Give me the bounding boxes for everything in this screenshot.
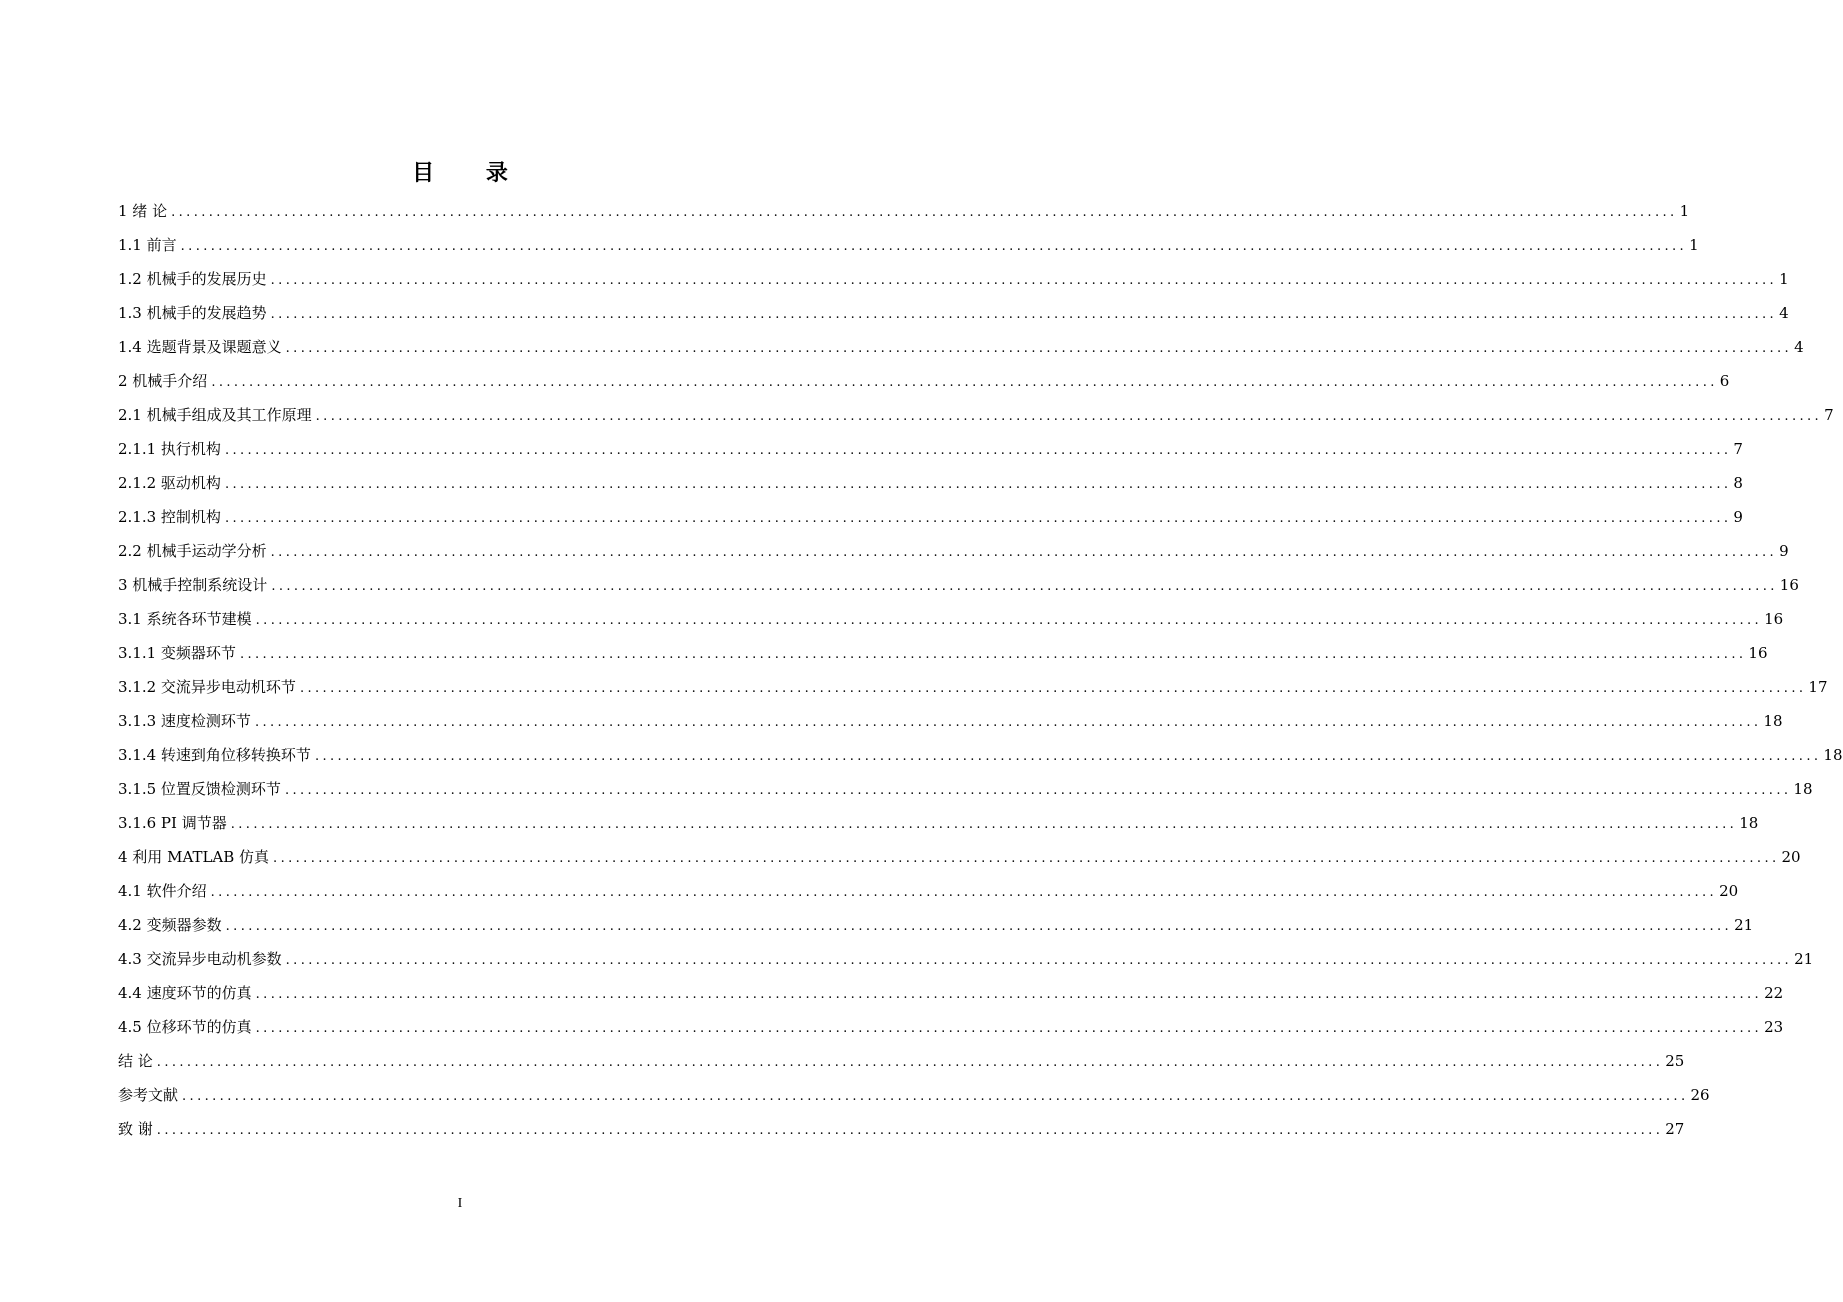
toc-entry-page: 16 [1764, 610, 1784, 628]
toc-entry[interactable] [118, 840, 1801, 874]
toc-entry-page: 18 [1763, 712, 1783, 730]
toc-entry-page: 1 [1689, 236, 1699, 254]
toc-entry[interactable] [118, 874, 1739, 908]
toc-entry-title: 致 谢 [118, 1120, 153, 1138]
toc-entry[interactable] [118, 330, 1804, 364]
toc-entry-page: 18 [1793, 780, 1813, 798]
toc-leader-dots: ........................................................................................................................................................................................................ [314, 749, 1822, 764]
toc-leader-dots: ........................................................................................................................................................................................................ [315, 409, 1823, 424]
toc-leader-dots: ........................................................................................................................................................................................................ [225, 919, 1733, 934]
toc-entry-page: 26 [1690, 1086, 1710, 1104]
toc-leader-dots: ........................................................................................................................................................................................................ [180, 239, 1688, 254]
toc-leader-dots: ........................................................................................................................................................................................................ [230, 817, 1738, 832]
toc-entry-page: 1 [1679, 202, 1690, 220]
table-of-contents [118, 194, 1843, 1146]
toc-entry-title: 3 机械手控制系统设计 [118, 576, 268, 594]
toc-entry[interactable] [118, 1044, 1685, 1078]
toc-leader-dots: ........................................................................................................................................................................................................ [271, 579, 1778, 594]
toc-entry-title: 4.3 交流异步电动机参数 [118, 950, 282, 968]
toc-entry-title: 4.4 速度环节的仿真 [118, 984, 252, 1002]
toc-leader-dots: ........................................................................................................................................................................................................ [255, 613, 1763, 628]
toc-entry[interactable] [118, 602, 1784, 636]
toc-entry-title: 1.2 机械手的发展历史 [118, 270, 267, 288]
toc-entry[interactable] [118, 1078, 1710, 1112]
page-number: I [457, 1196, 463, 1211]
toc-entry-page: 7 [1733, 440, 1743, 458]
toc-entry[interactable] [118, 296, 1789, 330]
toc-leader-dots: ........................................................................................................................................................................................................ [211, 375, 1718, 390]
toc-entry[interactable] [118, 976, 1784, 1010]
toc-entry-page: 9 [1779, 542, 1789, 560]
toc-entry-page: 27 [1665, 1120, 1685, 1138]
toc-entry-page: 20 [1781, 848, 1801, 866]
toc-entry[interactable] [118, 398, 1834, 432]
toc-entry-page: 8 [1733, 474, 1743, 492]
toc-entry-page: 20 [1719, 882, 1739, 900]
toc-entry[interactable] [118, 908, 1754, 942]
toc-entry-title: 3.1.4 转速到角位移转换环节 [118, 746, 311, 764]
toc-entry-title: 3.1.5 位置反馈检测环节 [118, 780, 281, 798]
toc-leader-dots: ........................................................................................................................................................................................................ [224, 511, 1732, 526]
toc-entry[interactable] [118, 704, 1783, 738]
toc-entry-title: 3.1.6 PI 调节器 [118, 814, 227, 832]
toc-entry-title: 1.4 选题背景及课题意义 [118, 338, 282, 356]
toc-leader-dots: ........................................................................................................................................................................................................ [285, 341, 1793, 356]
toc-leader-dots: ........................................................................................................................................................................................................ [210, 885, 1718, 900]
toc-entry-page: 18 [1739, 814, 1759, 832]
toc-entry-title: 1 绪 论 [118, 202, 168, 220]
toc-entry-title: 2.2 机械手运动学分析 [118, 542, 267, 560]
toc-entry-title: 2.1.2 驱动机构 [118, 474, 221, 492]
toc-leader-dots: ........................................................................................................................................................................................................ [239, 647, 1747, 662]
toc-entry[interactable] [118, 670, 1828, 704]
toc-leader-dots: ........................................................................................................................................................................................................ [273, 851, 1780, 866]
toc-entry-page: 16 [1779, 576, 1799, 594]
toc-entry-page: 21 [1734, 916, 1754, 934]
toc-entry-page: 16 [1748, 644, 1768, 662]
toc-entry-title: 3.1.2 交流异步电动机环节 [118, 678, 296, 696]
toc-entry-title: 4.2 变频器参数 [118, 916, 222, 934]
toc-entry-title: 参考文献 [118, 1086, 179, 1104]
toc-entry-page: 1 [1779, 270, 1789, 288]
toc-entry-page: 22 [1764, 984, 1784, 1002]
toc-leader-dots: ........................................................................................................................................................................................................ [255, 1021, 1763, 1036]
toc-entry-title: 1.3 机械手的发展趋势 [118, 304, 267, 322]
toc-entry-title: 1.1 前言 [118, 236, 177, 254]
toc-entry-page: 25 [1665, 1052, 1685, 1070]
toc-entry-title: 结 论 [118, 1052, 153, 1070]
toc-leader-dots: ........................................................................................................................................................................................................ [285, 953, 1793, 968]
toc-entry[interactable] [118, 466, 1743, 500]
toc-leader-dots: ........................................................................................................................................................................................................ [156, 1055, 1664, 1070]
toc-entry-title: 2.1 机械手组成及其工作原理 [118, 406, 312, 424]
toc-entry-page: 21 [1794, 950, 1814, 968]
toc-entry-title: 3.1 系统各环节建模 [118, 610, 252, 628]
toc-leader-dots: ........................................................................................................................................................................................................ [224, 443, 1732, 458]
toc-leader-dots: ........................................................................................................................................................................................................ [254, 715, 1762, 730]
toc-entry-title: 4.5 位移环节的仿真 [118, 1018, 252, 1036]
toc-entry-title: 2.1.1 执行机构 [118, 440, 221, 458]
toc-entry[interactable] [118, 568, 1799, 602]
toc-entry[interactable] [118, 1112, 1685, 1146]
toc-entry-title: 3.1.3 速度检测环节 [118, 712, 251, 730]
toc-entry[interactable] [118, 364, 1730, 398]
toc-entry-page: 6 [1719, 372, 1730, 390]
toc-entry-title: 3.1.1 变频器环节 [118, 644, 236, 662]
toc-entry-page: 4 [1794, 338, 1804, 356]
toc-leader-dots: ........................................................................................................................................................................................................ [171, 205, 1678, 220]
toc-entry-page: 18 [1823, 746, 1843, 764]
page-title: 目 录 [412, 161, 530, 186]
toc-entry-page: 7 [1824, 406, 1834, 424]
toc-entry-title: 4.1 软件介绍 [118, 882, 207, 900]
toc-entry-title: 2 机械手介绍 [118, 372, 208, 390]
toc-entry[interactable] [118, 636, 1768, 670]
toc-leader-dots: ........................................................................................................................................................................................................ [270, 545, 1778, 560]
toc-entry-title: 4 利用 MATLAB 仿真 [118, 848, 270, 866]
toc-leader-dots: ........................................................................................................................................................................................................ [156, 1123, 1664, 1138]
toc-entry[interactable] [118, 806, 1759, 840]
toc-leader-dots: ........................................................................................................................................................................................................ [284, 783, 1792, 798]
toc-entry[interactable] [118, 194, 1690, 228]
toc-entry-page: 9 [1733, 508, 1743, 526]
toc-leader-dots: ........................................................................................................................................................................................................ [270, 273, 1778, 288]
toc-leader-dots: ........................................................................................................................................................................................................ [299, 681, 1807, 696]
toc-entry[interactable] [118, 1010, 1784, 1044]
toc-leader-dots: ........................................................................................................................................................................................................ [182, 1089, 1689, 1104]
toc-leader-dots: ........................................................................................................................................................................................................ [224, 477, 1732, 492]
toc-entry-page: 17 [1808, 678, 1828, 696]
toc-entry-page: 23 [1764, 1018, 1784, 1036]
toc-entry[interactable] [118, 942, 1814, 976]
toc-entry[interactable] [118, 228, 1699, 262]
toc-leader-dots: ........................................................................................................................................................................................................ [255, 987, 1763, 1002]
toc-entry[interactable] [118, 738, 1843, 772]
toc-entry[interactable] [118, 772, 1813, 806]
toc-entry-page: 4 [1779, 304, 1789, 322]
toc-entry[interactable] [118, 432, 1743, 466]
toc-entry-title: 2.1.3 控制机构 [118, 508, 221, 526]
toc-entry[interactable] [118, 262, 1789, 296]
toc-leader-dots: ........................................................................................................................................................................................................ [270, 307, 1778, 322]
toc-entry[interactable] [118, 534, 1789, 568]
toc-entry[interactable] [118, 500, 1743, 534]
